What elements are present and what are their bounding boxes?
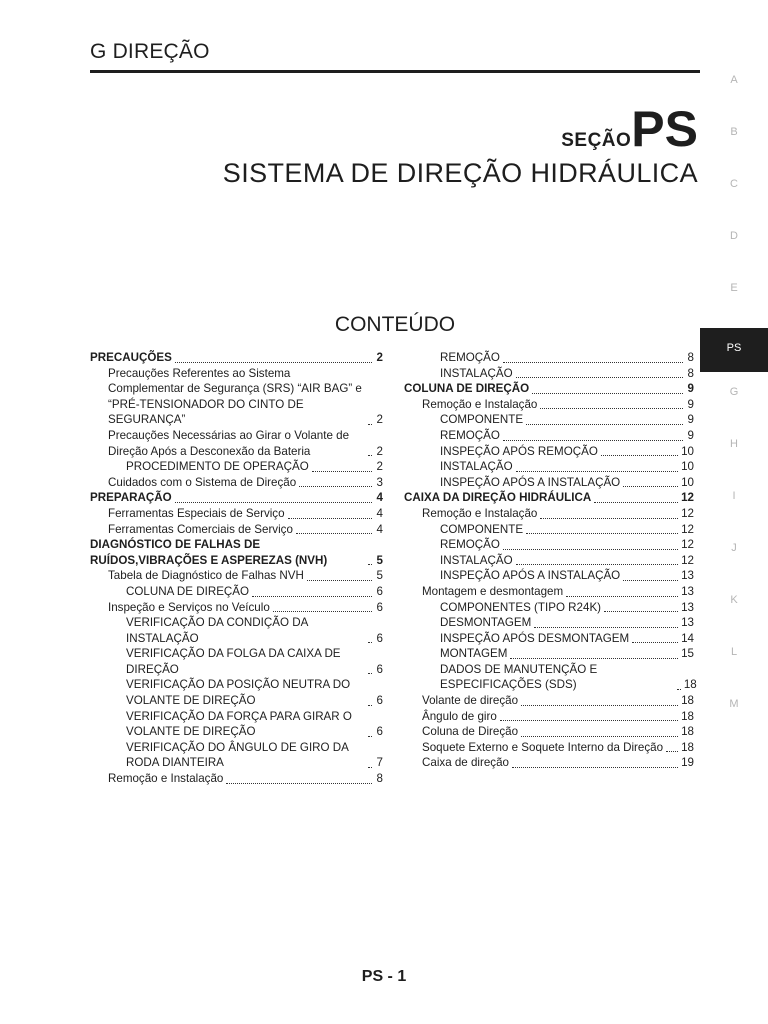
toc-entry[interactable] — [404, 724, 694, 740]
dot-leader — [604, 610, 678, 612]
toc-entry-page: 14 — [681, 631, 694, 645]
toc-entry[interactable] — [404, 709, 694, 725]
toc-entry-page: 8 — [687, 366, 694, 380]
toc-entry[interactable] — [90, 771, 383, 787]
toc-entry-title: Montagem e desmontagem — [422, 584, 564, 598]
toc-entry[interactable] — [404, 522, 694, 538]
toc-right-column — [404, 350, 697, 771]
dot-leader — [500, 719, 678, 721]
toc-entry[interactable] — [90, 366, 383, 428]
page-number: PS - 1 — [361, 968, 407, 985]
toc-entry[interactable] — [90, 709, 383, 740]
toc-entry-title: PRECAUÇÕES — [90, 351, 172, 364]
toc-entry[interactable] — [404, 506, 694, 522]
toc-entry-title: Cuidados com o Sistema de Direção — [108, 475, 297, 489]
toc-entry-title: Caixa de direção — [422, 756, 510, 770]
toc-entry-page: 6 — [376, 694, 383, 708]
dot-leader — [526, 423, 683, 425]
section-tab-a[interactable]: A — [730, 74, 738, 86]
toc-entry[interactable] — [90, 584, 383, 600]
dot-leader — [521, 735, 678, 737]
toc-entry[interactable] — [404, 553, 694, 569]
section-tab-j[interactable]: J — [731, 542, 737, 554]
dot-leader — [503, 548, 678, 550]
dot-leader — [368, 423, 372, 425]
toc-entry[interactable] — [90, 600, 383, 616]
toc-entry-title: REMOÇÃO — [440, 351, 500, 364]
toc-entry-title: COLUNA DE DIREÇÃO — [126, 584, 250, 598]
dot-leader — [540, 407, 683, 409]
toc-entry-page: 2 — [376, 351, 383, 364]
section-tab-d[interactable]: D — [730, 230, 738, 242]
dot-leader — [516, 470, 679, 472]
toc-entry[interactable] — [90, 490, 383, 506]
dot-leader — [532, 392, 683, 394]
toc-entry-page: 18 — [681, 709, 694, 723]
toc-entry-title: Precauções Necessárias ao Girar o Volante de Direção Após a Desconexão da Bateria — [108, 428, 350, 458]
dot-leader — [666, 750, 678, 752]
toc-entry[interactable] — [404, 584, 694, 600]
section-tab-i[interactable]: I — [732, 490, 736, 502]
toc-entry[interactable] — [404, 755, 694, 771]
toc-entry-page: 9 — [687, 382, 694, 396]
toc-entry-title: Remoção e Instalação — [422, 506, 538, 520]
toc-entry[interactable] — [404, 615, 694, 631]
header-rule — [90, 70, 700, 73]
toc-entry-title: MONTAGEM — [440, 647, 508, 661]
toc-entry-title: Ferramentas Especiais de Serviço — [108, 506, 285, 520]
toc-entry-title: COMPONENTE — [440, 522, 524, 536]
toc-entry-page: 13 — [681, 616, 694, 630]
dot-leader — [516, 376, 683, 378]
toc-entry-page: 9 — [687, 413, 694, 427]
dot-leader — [510, 657, 678, 659]
dot-leader — [296, 532, 372, 534]
toc-entry-page: 12 — [681, 522, 694, 536]
dot-leader — [521, 704, 678, 706]
dot-leader — [677, 688, 681, 690]
toc-entry[interactable] — [404, 568, 694, 584]
toc-entry-title: REMOÇÃO — [440, 428, 500, 442]
toc-entry-page: 18 — [683, 678, 697, 692]
section-tabs — [700, 68, 768, 744]
toc-entry-page: 15 — [681, 647, 694, 661]
toc-left-column — [90, 350, 383, 787]
toc-entry[interactable] — [90, 677, 383, 708]
toc-entry[interactable] — [404, 428, 694, 444]
toc-entry-page: 9 — [687, 428, 694, 442]
toc-entry-title: VERIFICAÇÃO DA FOLGA DA CAIXA DE DIREÇÃO — [126, 647, 341, 676]
toc-entry[interactable] — [90, 350, 383, 366]
dot-leader — [566, 595, 678, 597]
chapter-title: G DIREÇÃO — [90, 40, 210, 63]
toc-entry-page: 6 — [376, 584, 383, 598]
toc-entry-title: DADOS DE MANUTENÇÃO E ESPECIFICAÇÕES (SDS) — [440, 662, 598, 692]
toc-entry-page: 8 — [376, 772, 383, 786]
toc-entry-title: Volante de direção — [422, 694, 519, 708]
section-tab-h[interactable]: H — [730, 438, 738, 450]
toc-entry[interactable] — [404, 412, 694, 428]
section-tab-e[interactable]: E — [730, 282, 738, 294]
toc-entry[interactable] — [90, 475, 383, 491]
toc-entry-title: CAIXA DA DIREÇÃO HIDRÁULICA — [404, 491, 592, 505]
toc-entry[interactable] — [90, 428, 383, 459]
toc-entry[interactable] — [404, 397, 694, 413]
toc-entry-title: VERIFICAÇÃO DO ÂNGULO DE GIRO DA RODA DIANTEIRA — [126, 740, 349, 770]
toc-entry-page: 5 — [376, 569, 383, 583]
dot-leader — [175, 501, 372, 503]
toc-entry[interactable] — [404, 537, 694, 553]
toc-entry-title: Remoção e Instalação — [108, 772, 224, 786]
section-label: SEÇÃO — [561, 130, 632, 151]
dot-leader — [368, 672, 372, 674]
toc-entry[interactable] — [90, 459, 383, 475]
toc-entry-title: VERIFICAÇÃO DA POSIÇÃO NEUTRA DO VOLANTE DE DIREÇÃO — [126, 678, 351, 708]
toc-entry-page: 10 — [681, 444, 694, 458]
toc-entry-title: VERIFICAÇÃO DA FORÇA PARA GIRAR O VOLANTE DE DIREÇÃO — [126, 709, 352, 739]
toc-entry-page: 4 — [376, 506, 383, 520]
toc-entry-page: 13 — [681, 584, 694, 598]
toc-entry[interactable] — [404, 662, 697, 693]
toc-entry-title: INSPEÇÃO APÓS DESMONTAGEM — [440, 631, 630, 645]
dot-leader — [534, 626, 678, 628]
toc-entry[interactable] — [404, 366, 694, 382]
dot-leader — [273, 610, 372, 612]
dot-leader — [288, 517, 372, 519]
toc-entry-title: Ferramentas Comerciais de Serviço — [108, 522, 293, 536]
section-code: PS — [631, 101, 698, 157]
dot-leader — [252, 595, 372, 597]
toc-entry-page: 12 — [681, 553, 694, 567]
toc-entry-title: PREPARAÇÃO — [90, 491, 172, 505]
section-tab-ps[interactable]: PS — [700, 328, 768, 372]
toc-entry[interactable] — [404, 490, 694, 506]
toc-entry-page: 10 — [681, 475, 694, 489]
toc-entry-page: 6 — [376, 725, 383, 739]
contents-heading: CONTEÚDO — [334, 313, 456, 336]
dot-leader — [540, 517, 678, 519]
section-heading — [561, 101, 698, 157]
toc-entry-title: INSTALAÇÃO — [440, 553, 513, 567]
dot-leader — [307, 579, 372, 581]
dot-leader — [516, 563, 679, 565]
toc-entry-page: 12 — [681, 506, 694, 520]
toc-entry-page: 7 — [376, 756, 383, 770]
toc-entry-title: COLUNA DE DIREÇÃO — [404, 382, 530, 396]
toc-entry[interactable] — [404, 475, 694, 491]
toc-entry-title: INSTALAÇÃO — [440, 366, 513, 380]
dot-leader — [503, 361, 683, 363]
toc-entry-page: 5 — [376, 553, 383, 567]
toc-entry-page: 18 — [681, 740, 694, 754]
section-tab-m[interactable]: M — [729, 698, 739, 710]
dot-leader — [175, 361, 372, 363]
toc-entry-title: Inspeção e Serviços no Veículo — [108, 600, 270, 614]
toc-entry-page: 18 — [681, 725, 694, 739]
toc-entry-page: 10 — [681, 460, 694, 474]
dot-leader — [526, 532, 678, 534]
document-title: SISTEMA DE DIREÇÃO HIDRÁULICA — [222, 158, 698, 188]
toc-entry[interactable] — [404, 381, 694, 397]
toc-entry-title: COMPONENTE — [440, 413, 524, 427]
dot-leader — [368, 704, 372, 706]
section-tab-k[interactable]: K — [730, 594, 738, 606]
toc-entry[interactable] — [404, 600, 694, 616]
section-tab-l[interactable]: L — [730, 646, 738, 658]
dot-leader — [601, 454, 678, 456]
toc-entry-page: 18 — [681, 694, 694, 708]
section-tab-c[interactable]: C — [730, 178, 738, 190]
toc-entry-title: Soquete Externo e Soquete Interno da Direção — [422, 740, 664, 754]
toc-entry-title: Coluna de Direção — [422, 725, 519, 739]
toc-entry-title: Tabela de Diagnóstico de Falhas NVH — [108, 569, 304, 583]
toc-entry-title: INSTALAÇÃO — [440, 460, 513, 474]
toc-entry-title: REMOÇÃO — [440, 538, 500, 552]
toc-entry-title: DIAGNÓSTICO DE FALHAS DE RUÍDOS,VIBRAÇÕES E ASPEREZAS (NVH) — [90, 538, 328, 567]
toc-entry[interactable] — [404, 646, 694, 662]
dot-leader — [368, 454, 372, 456]
dot-leader — [632, 641, 678, 643]
toc-entry[interactable] — [90, 646, 383, 677]
toc-entry-page: 8 — [687, 351, 694, 364]
dot-leader — [312, 470, 372, 472]
dot-leader — [368, 641, 372, 643]
toc-entry-page: 2 — [376, 444, 383, 458]
toc-entry-title: INSPEÇÃO APÓS A INSTALAÇÃO — [440, 475, 621, 489]
dot-leader — [623, 485, 678, 487]
toc-entry[interactable] — [404, 350, 694, 366]
dot-leader — [226, 782, 372, 784]
toc-entry[interactable] — [404, 631, 694, 647]
toc-entry-page: 2 — [376, 413, 383, 427]
toc-entry-title: INSPEÇÃO APÓS REMOÇÃO — [440, 444, 598, 458]
toc-entry[interactable] — [90, 568, 383, 584]
toc-entry-page: 6 — [376, 600, 383, 614]
toc-entry-title: INSPEÇÃO APÓS A INSTALAÇÃO — [440, 569, 621, 583]
toc-entry[interactable] — [404, 459, 694, 475]
toc-entry-page: 6 — [376, 662, 383, 676]
dot-leader — [368, 563, 372, 565]
toc-entry-page: 9 — [687, 397, 694, 411]
toc-entry-page: 13 — [681, 569, 694, 583]
toc-entry-title: PROCEDIMENTO DE OPERAÇÃO — [126, 460, 309, 474]
toc-entry-page: 6 — [376, 631, 383, 645]
toc-entry-page: 12 — [681, 491, 694, 505]
dot-leader — [503, 439, 683, 441]
dot-leader — [368, 735, 372, 737]
dot-leader — [512, 766, 678, 768]
toc-entry[interactable] — [90, 615, 383, 646]
toc-entry[interactable] — [404, 693, 694, 709]
toc-entry-title: COMPONENTES (TIPO R24K) — [440, 600, 602, 614]
toc-entry-page: 4 — [376, 522, 383, 536]
dot-leader — [299, 485, 372, 487]
toc-entry-page: 4 — [376, 491, 383, 505]
toc-entry[interactable] — [90, 537, 383, 568]
dot-leader — [623, 579, 678, 581]
dot-leader — [594, 501, 678, 503]
section-tab-g[interactable]: G — [729, 386, 739, 398]
toc-entry-title: Precauções Referentes ao Sistema Complementar de Segurança (SRS) “AIR BAG” e “PRÉ-TENSIONADOR DO CINTO DE SEGURANÇA” — [108, 366, 362, 427]
toc-entry-page: 3 — [376, 475, 383, 489]
toc-entry[interactable] — [90, 506, 383, 522]
toc-entry-page: 13 — [681, 600, 694, 614]
toc-entry[interactable] — [90, 740, 383, 771]
toc-entry-title: VERIFICAÇÃO DA CONDIÇÃO DA INSTALAÇÃO — [126, 616, 308, 645]
toc-entry-page: 19 — [681, 756, 694, 770]
toc-entry-title: Remoção e Instalação — [422, 397, 538, 411]
dot-leader — [368, 766, 372, 768]
toc-entry-title: Ângulo de giro — [422, 709, 497, 723]
toc-entry[interactable] — [404, 444, 694, 460]
toc-entry[interactable] — [404, 740, 694, 756]
section-tab-b[interactable]: B — [730, 126, 738, 138]
toc-entry[interactable] — [90, 522, 383, 538]
toc-entry-page: 2 — [376, 460, 383, 474]
toc-entry-title: DESMONTAGEM — [440, 616, 532, 630]
toc-entry-page: 12 — [681, 538, 694, 552]
